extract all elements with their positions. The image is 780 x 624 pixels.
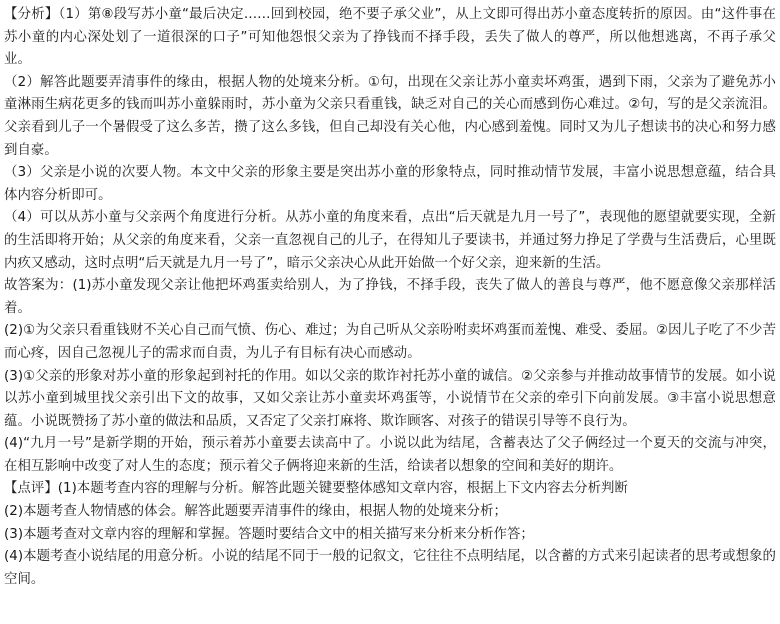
- analysis-part-2: （2）解答此题要弄清事件的缘由，根据人物的处境来分析。①句，出现在父亲让苏小童卖坏鸡蛋，遇到下雨，父亲为了避免苏小童淋雨生病花更多的钱而叫苏小童躲雨时，苏小童为父亲只看重钱，缺乏对自己的关心而感到伤心难过。②句，写的是父亲流泪。父亲看到儿子一个暑假受了这么多苦，攒了这么多钱，但自己却没有关心他，内心感到羞愧。同时又为儿子想读书的决心和努力感到自豪。: [4, 74, 776, 158]
- comment-part-1: 【点评】(1)本题考查内容的理解与分析。解答此题关键要整体感知文章内容，根据上下文内容去分析判断: [4, 481, 628, 497]
- comment-part-2: (2)本题考查人物情感的体会。解答此题要弄清事件的缘由，根据人物的处境来分析；: [4, 504, 507, 520]
- analysis-part-1: 【分析】（1）第⑧段写苏小童“最后决定……回到校园，绝不要子承父业”，从上文即可得出苏小童态度转折的原因。由“这件事在苏小童的内心深处划了一道很深的口子”可知他怨恨父亲为了挣钱而不择手段，丢失了做人的尊严，所以他想逃离，不再子承父业。: [4, 7, 776, 68]
- analysis-part-3: （3）父亲是小说的次要人物。本文中父亲的形象主要是突出苏小童的形象特点，同时推动情节发展，丰富小说思想意蕴，结合具体内容分析即可。: [4, 165, 776, 203]
- answer-part-1: 故答案为：(1)苏小童发现父亲让他把坏鸡蛋卖给别人，为了挣钱，不择手段，丧失了做人的善良与尊严，他不愿意像父亲那样活着。: [4, 278, 776, 316]
- answer-part-2: (2)①为父亲只看重钱财不关心自己而气愤、伤心、难过；为自己听从父亲吩咐卖坏鸡蛋而羞愧、难受、委屈。②因儿子吃了不少苦而心疼，因自己忽视儿子的需求而自责，为儿子有目标有决心而感动。: [4, 323, 776, 361]
- comment-part-4: (4)本题考查小说结尾的用意分析。小说的结尾不同于一般的记叙文，它往往不点明结尾，以含蓄的方式来引起读者的思考或想象的空间。: [4, 549, 776, 587]
- answer-part-4: (4)“九月一号”是新学期的开始，预示着苏小童要去读高中了。小说以此为结尾，含蓄表达了父子俩经过一个夏天的交流与冲突，在相互影响中改变了对人生的态度；预示着父子俩将迎来新的生活，给读者以想象的空间和美好的期许。: [4, 436, 776, 474]
- answer-part-3: (3)①父亲的形象对苏小童的形象起到衬托的作用。如以父亲的欺诈衬托苏小童的诚信。②父亲参与并推动故事情节的发展。如小说以苏小童到城里找父亲引出下文的故事，又如父亲让苏小童卖坏鸡蛋等，小说情节在父亲的牵引下向前发展。③丰富小说思想意蕴。小说既赞扬了苏小童的做法和品质，又否定了父亲打麻将、欺诈顾客、对孩子的错误引导等不良行为。: [4, 368, 776, 429]
- analysis-part-4: （4）可以从苏小童与父亲两个角度进行分析。从苏小童的角度来看，点出“后天就是九月一号了”，表现他的愿望就要实现，全新的生活即将开始；从父亲的角度来看，父亲一直忽视自己的儿子，在得知儿子要读书，并通过努力挣足了学费与生活费后，心里既内疚又感动，这时点明“后天就是九月一号了”，暗示父亲决心从此开始做一个好父亲，迎来新的生活。: [4, 210, 776, 271]
- comment-part-3: (3)本题考查对文章内容的理解和掌握。答题时要结合文中的相关描写来分析来分析作答；: [4, 526, 534, 542]
